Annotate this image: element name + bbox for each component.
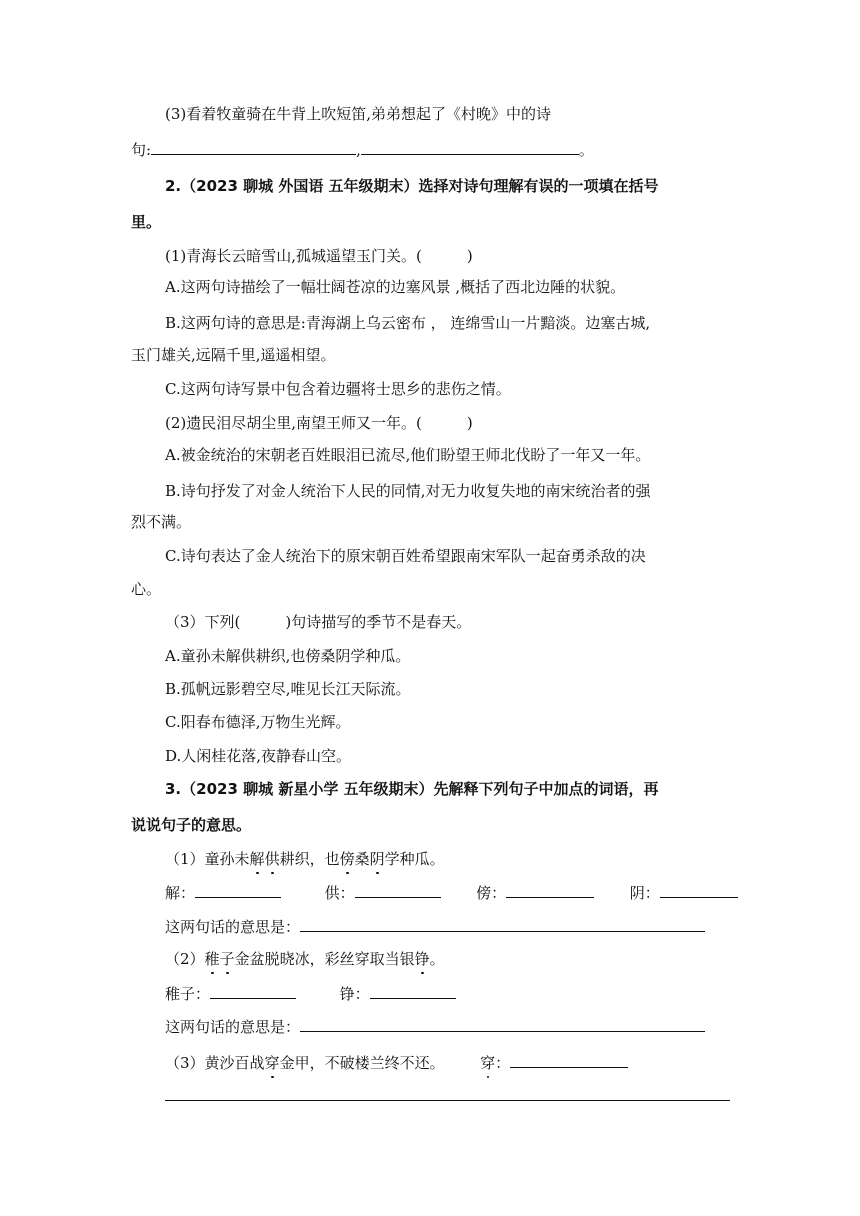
label-gong: 供： bbox=[324, 884, 355, 902]
answer-blank[interactable] bbox=[370, 984, 456, 999]
q3-s2-text: （2） bbox=[165, 950, 205, 968]
period: 。 bbox=[578, 141, 594, 159]
q2-sub2-option-b-line1: B.诗句抒发了对金人统治下人民的同情,对无力收复失地的南宋统治者的强 bbox=[165, 482, 651, 500]
label-chuan: 穿 bbox=[480, 1054, 496, 1072]
q2-sub2-option-a: A.被金统治的宋朝老百姓眼泪已流尽,他们盼望王师北伐盼了一年又一年。 bbox=[165, 446, 651, 464]
q2-sub3-option-a: A.童孙未解供耕织,也傍桑阴学种瓜。 bbox=[165, 647, 411, 665]
label-zhizi: 稚子： bbox=[165, 985, 211, 1003]
label-bang: 傍： bbox=[476, 884, 507, 902]
answer-blank[interactable] bbox=[355, 883, 441, 898]
label-chuan-colon: ： bbox=[495, 1054, 511, 1072]
q3-sentence1 bbox=[165, 849, 445, 869]
answer-blank[interactable] bbox=[510, 1053, 628, 1068]
q2-sub1-option-b-line1: B.这两句诗的意思是:青海湖上乌云密布 ， 连绵雪山一片黯淡。边塞古城, bbox=[165, 314, 651, 332]
comma: , bbox=[356, 141, 361, 159]
meaning-label: 这两句话的意思是： bbox=[165, 918, 301, 936]
q1-item3-line1: (3)看着牧童骑在牛背上吹短笛,弟弟想起了《村晚》中的诗 bbox=[165, 105, 552, 123]
answer-line[interactable] bbox=[165, 1100, 730, 1101]
q3-s2-text: 金盆脱晓冰，彩丝穿取当银 bbox=[234, 950, 415, 968]
q2-sub2: (2)遗民泪尽胡尘里,南望王师又一年。( ) bbox=[165, 414, 473, 432]
q2-title-line1: 2.（2023 聊城 外国语 五年级期末）选择对诗句理解有误的一项填在括号 bbox=[165, 177, 659, 195]
label-yin: 阴： bbox=[629, 884, 660, 902]
meaning-label: 这两句话的意思是： bbox=[165, 1018, 301, 1036]
label-zheng: 铮： bbox=[339, 985, 370, 1003]
q3-s3-text: （3）黄沙百战 bbox=[165, 1054, 265, 1072]
q3-s1-text: 耕织，也 bbox=[279, 850, 340, 868]
answer-blank[interactable] bbox=[210, 984, 296, 999]
q2-sub2-option-c-line2: 心。 bbox=[131, 580, 162, 598]
q3-s1-text: （1）童孙未 bbox=[165, 850, 250, 868]
q2-sub1-option-a: A.这两句诗描绘了一幅壮阔苍凉的边塞风景 ,概括了西北边陲的状貌。 bbox=[165, 278, 626, 296]
q2-sub3: （3）下列( )句诗描写的季节不是春天。 bbox=[165, 613, 472, 631]
dotted-char: 解 bbox=[249, 850, 265, 868]
answer-blank[interactable] bbox=[195, 883, 281, 898]
dotted-char: 子 bbox=[219, 950, 235, 968]
q2-sub1-option-c: C.这两句诗写景中包含着边疆将士思乡的悲伤之情。 bbox=[165, 380, 511, 398]
q3-s2-meaning bbox=[165, 1017, 705, 1037]
q3-s1-text: 桑 bbox=[354, 850, 370, 868]
q2-sub2-option-b-line2: 烈不满。 bbox=[131, 513, 192, 531]
dotted-char: 傍 bbox=[339, 850, 355, 868]
q3-title-line2: 说说句子的意思。 bbox=[131, 816, 252, 834]
q2-sub3-option-d: D.人闲桂花落,夜静春山空。 bbox=[165, 747, 352, 765]
q1-item3-prefix: 句: bbox=[131, 141, 152, 159]
q3-sentence2 bbox=[165, 949, 445, 969]
q3-sentence3 bbox=[165, 1053, 628, 1073]
q3-s2-word-blanks bbox=[165, 984, 456, 1004]
dotted-char: 稚 bbox=[204, 950, 220, 968]
dotted-char: 铮 bbox=[414, 950, 430, 968]
dotted-char: 供 bbox=[264, 850, 280, 868]
q2-sub3-option-b: B.孤帆远影碧空尽,唯见长江天际流。 bbox=[165, 680, 411, 698]
q2-sub1: (1)青海长云暗雪山,孤城遥望玉门关。( ) bbox=[165, 247, 473, 265]
q3-s3-text: 金甲，不破楼兰终不还。 bbox=[279, 1054, 445, 1072]
q2-sub2-option-c-line1: C.诗句表达了金人统治下的原宋朝百姓希望跟南宋军队一起奋勇杀敌的决 bbox=[165, 547, 646, 565]
answer-blank[interactable] bbox=[660, 883, 738, 898]
answer-blank[interactable] bbox=[300, 917, 705, 932]
answer-blank[interactable] bbox=[361, 140, 579, 155]
answer-blank[interactable] bbox=[151, 140, 356, 155]
q3-s1-text: 学种瓜。 bbox=[384, 850, 445, 868]
answer-blank[interactable] bbox=[506, 883, 594, 898]
answer-blank[interactable] bbox=[300, 1017, 705, 1032]
q3-s1-meaning bbox=[165, 917, 705, 937]
q3-s1-word-blanks bbox=[165, 883, 738, 903]
q2-sub1-option-b-line2: 玉门雄关,远隔千里,遥遥相望。 bbox=[131, 346, 336, 364]
label-jie: 解： bbox=[165, 884, 196, 902]
dotted-char: 穿 bbox=[264, 1054, 280, 1072]
q1-item3-line2 bbox=[131, 140, 594, 160]
q3-title-line1: 3.（2023 聊城 新星小学 五年级期末）先解释下列句子中加点的词语，再 bbox=[165, 780, 659, 798]
dotted-char: 阴 bbox=[369, 850, 385, 868]
q2-title-line2: 里。 bbox=[131, 213, 162, 231]
q3-s2-text: 。 bbox=[429, 950, 445, 968]
q2-sub3-option-c: C.阳春布德泽,万物生光辉。 bbox=[165, 713, 351, 731]
